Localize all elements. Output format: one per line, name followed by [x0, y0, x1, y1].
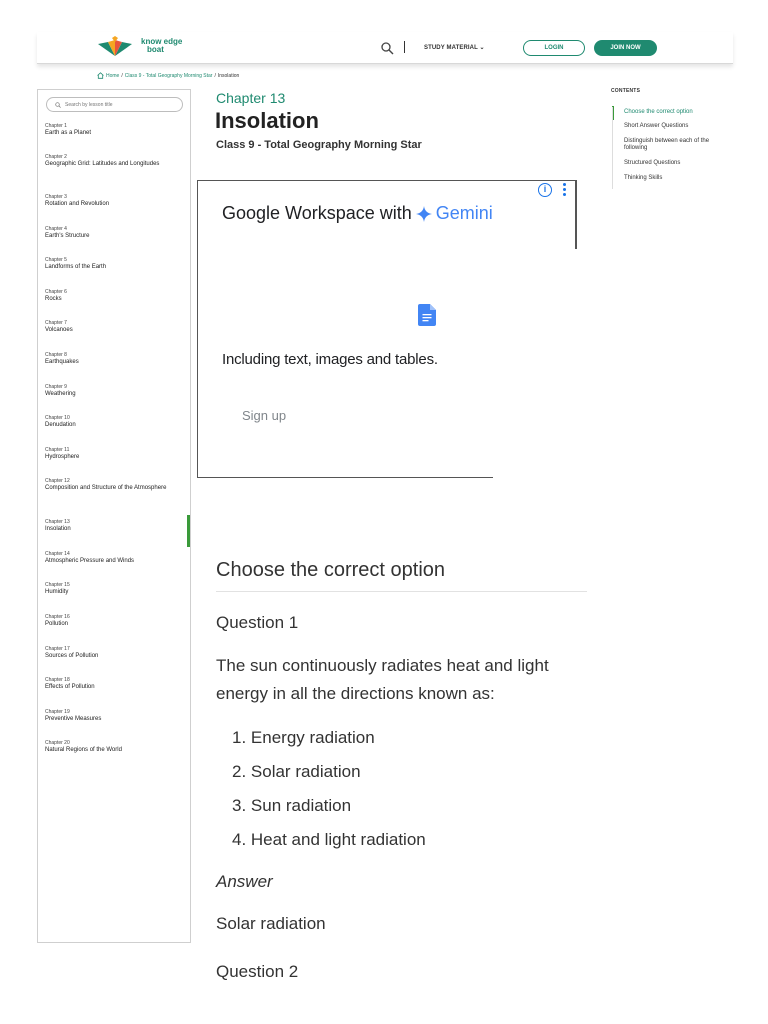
chapter-title: Effects of Pollution [45, 684, 95, 690]
sidebar-chapter-item[interactable] [45, 740, 185, 754]
sidebar-chapter-item[interactable] [45, 415, 185, 429]
ad-border [197, 477, 493, 478]
ad-gemini-text: Gemini [435, 203, 493, 223]
ad-border [575, 181, 577, 249]
breadcrumb-separator: / [214, 72, 216, 79]
advertisement[interactable] [197, 180, 577, 478]
home-icon[interactable] [97, 72, 104, 79]
chapter-title: Landforms of the Earth [45, 264, 107, 270]
logo-icon[interactable] [98, 36, 132, 56]
sidebar-chapter-item[interactable] [45, 352, 185, 366]
ad-body-text: Including text, images and tables. [222, 351, 438, 368]
logo-text-line2: boat [147, 45, 164, 54]
chapter-title: Humidity [45, 589, 69, 595]
option-number: 4. [232, 830, 251, 849]
ad-headline-text: Google Workspace with [222, 203, 412, 223]
option-text: Energy radiation [250, 728, 375, 747]
option-number: 2. [232, 762, 251, 781]
chapter-number: Chapter 13 [45, 519, 70, 525]
section-divider [216, 591, 587, 592]
chapter-number: Chapter 9 [45, 384, 67, 390]
active-chapter-indicator [187, 515, 190, 547]
toc-item[interactable]: Thinking Skills [624, 175, 663, 181]
sidebar-chapter-item[interactable] [45, 646, 185, 660]
nav-divider [404, 41, 405, 53]
answer-option [232, 726, 426, 760]
sidebar-chapter-item[interactable] [45, 123, 185, 137]
question-label: Question 1 [216, 613, 299, 632]
toc-item[interactable]: Short Answer Questions [624, 123, 689, 129]
option-text: Heat and light radiation [250, 830, 426, 849]
chapter-title: Earth's Structure [45, 233, 90, 239]
chapter-number: Chapter 10 [45, 415, 70, 421]
chapter-number: Chapter 7 [45, 320, 67, 326]
chapter-title: Earth as a Planet [45, 130, 92, 136]
option-number: 1. [232, 728, 251, 747]
sidebar-chapter-item[interactable] [45, 289, 185, 303]
breadcrumb-class[interactable]: Class 9 - Total Geography Morning Star [124, 72, 213, 79]
chapter-number: Chapter 15 [45, 582, 70, 588]
toc-item[interactable]: Choose the correct option [624, 109, 693, 115]
sidebar-chapter-item[interactable] [45, 447, 185, 461]
sidebar-chapter-item[interactable] [45, 677, 185, 691]
page-subtitle: Class 9 - Total Geography Morning Star [216, 139, 422, 151]
section-heading: Choose the correct option [216, 559, 446, 581]
chapter-sidebar [37, 89, 191, 943]
sidebar-chapter-item[interactable] [45, 709, 185, 723]
sidebar-chapter-item[interactable] [45, 320, 185, 334]
sidebar-chapter-item[interactable] [45, 478, 185, 492]
option-text: Solar radiation [250, 762, 361, 781]
chapter-label: Chapter 13 [216, 90, 286, 106]
logo-text[interactable] [141, 38, 182, 54]
answer-option [232, 794, 426, 828]
answer-options [232, 726, 426, 862]
study-material-menu[interactable]: STUDY MATERIAL ⌄ [424, 45, 485, 51]
google-docs-icon [418, 304, 436, 326]
chapter-title: Rocks [45, 296, 62, 302]
chapter-number: Chapter 12 [45, 478, 70, 484]
breadcrumb-separator: / [121, 72, 123, 79]
chapter-number: Chapter 8 [45, 352, 67, 358]
answer-text: Solar radiation [216, 914, 326, 933]
chapter-number: Chapter 20 [45, 740, 70, 746]
sidebar-chapter-item[interactable] [45, 226, 185, 240]
question-text: The sun continuously radiates heat and light energy in all the directions known as: [216, 656, 549, 703]
chapter-title: Sources of Pollution [45, 653, 99, 659]
chapter-number: Chapter 17 [45, 646, 70, 652]
toc-title: CONTENTS [611, 88, 641, 94]
question-label: Question 2 [216, 962, 299, 981]
chapter-number: Chapter 16 [45, 614, 70, 620]
chapter-number: Chapter 3 [45, 194, 67, 200]
chapter-title: Composition and Structure of the Atmosphere [45, 485, 167, 491]
answer-option [232, 828, 426, 862]
chapter-number: Chapter 18 [45, 677, 70, 683]
sidebar-chapter-item[interactable] [45, 519, 185, 533]
chapter-title: Rotation and Revolution [45, 201, 110, 207]
more-options-icon[interactable] [563, 183, 567, 197]
sidebar-chapter-item[interactable] [45, 384, 185, 398]
chapter-title: Denudation [45, 422, 76, 428]
search-icon[interactable] [380, 41, 394, 55]
chapter-title: Geographic Grid: Latitudes and Longitudes [45, 161, 160, 167]
sidebar-chapter-item[interactable] [45, 257, 185, 271]
sidebar-chapter-item[interactable] [45, 614, 185, 628]
lesson-search-box[interactable] [46, 97, 183, 112]
chapter-title: Atmospheric Pressure and Winds [45, 558, 135, 564]
chapter-number: Chapter 4 [45, 226, 67, 232]
breadcrumb-current: Insolation [217, 72, 240, 79]
chapter-title: Preventive Measures [45, 716, 102, 722]
toc-item[interactable]: Distinguish between each of the following [624, 138, 710, 151]
chapter-title: Pollution [45, 621, 69, 627]
page-title: Insolation [215, 108, 319, 133]
chapter-title: Hydrosphere [45, 454, 80, 460]
answer-label: Answer [216, 872, 273, 891]
search-icon [55, 102, 61, 108]
gemini-sparkle-icon [416, 206, 432, 222]
chapter-title: Earthquakes [45, 359, 79, 365]
option-text: Sun radiation [250, 796, 352, 815]
chapter-number: Chapter 11 [45, 447, 70, 453]
chapter-title: Insolation [45, 526, 71, 532]
option-number: 3. [232, 796, 251, 815]
chapter-number: Chapter 5 [45, 257, 67, 263]
login-button[interactable]: LOGIN [523, 40, 585, 56]
ad-signup-link[interactable]: Sign up [242, 408, 287, 423]
sidebar-chapter-item[interactable] [45, 154, 185, 168]
ad-headline[interactable] [222, 203, 493, 224]
top-navbar [37, 32, 733, 64]
lesson-search-input[interactable] [65, 102, 165, 108]
info-icon[interactable]: i [538, 183, 552, 197]
chapter-number: Chapter 1 [45, 123, 67, 129]
sidebar-chapter-item[interactable] [45, 551, 185, 565]
chapter-number: Chapter 19 [45, 709, 70, 715]
chapter-number: Chapter 14 [45, 551, 70, 557]
toc-item[interactable]: Structured Questions [624, 160, 681, 166]
breadcrumb [97, 72, 239, 79]
sidebar-chapter-item[interactable] [45, 582, 185, 596]
chapter-title: Natural Regions of the World [45, 747, 122, 753]
logo-text-line1: know edge [141, 37, 183, 46]
join-now-button[interactable]: JOIN NOW [594, 40, 657, 56]
chapter-number: Chapter 6 [45, 289, 67, 295]
table-of-contents [612, 107, 732, 189]
sidebar-chapter-item[interactable] [45, 194, 185, 208]
chapter-title: Volcanoes [45, 327, 73, 333]
chapter-number: Chapter 2 [45, 154, 67, 160]
answer-option [232, 760, 426, 794]
breadcrumb-home[interactable]: Home [106, 72, 120, 79]
chapter-title: Weathering [45, 391, 76, 397]
